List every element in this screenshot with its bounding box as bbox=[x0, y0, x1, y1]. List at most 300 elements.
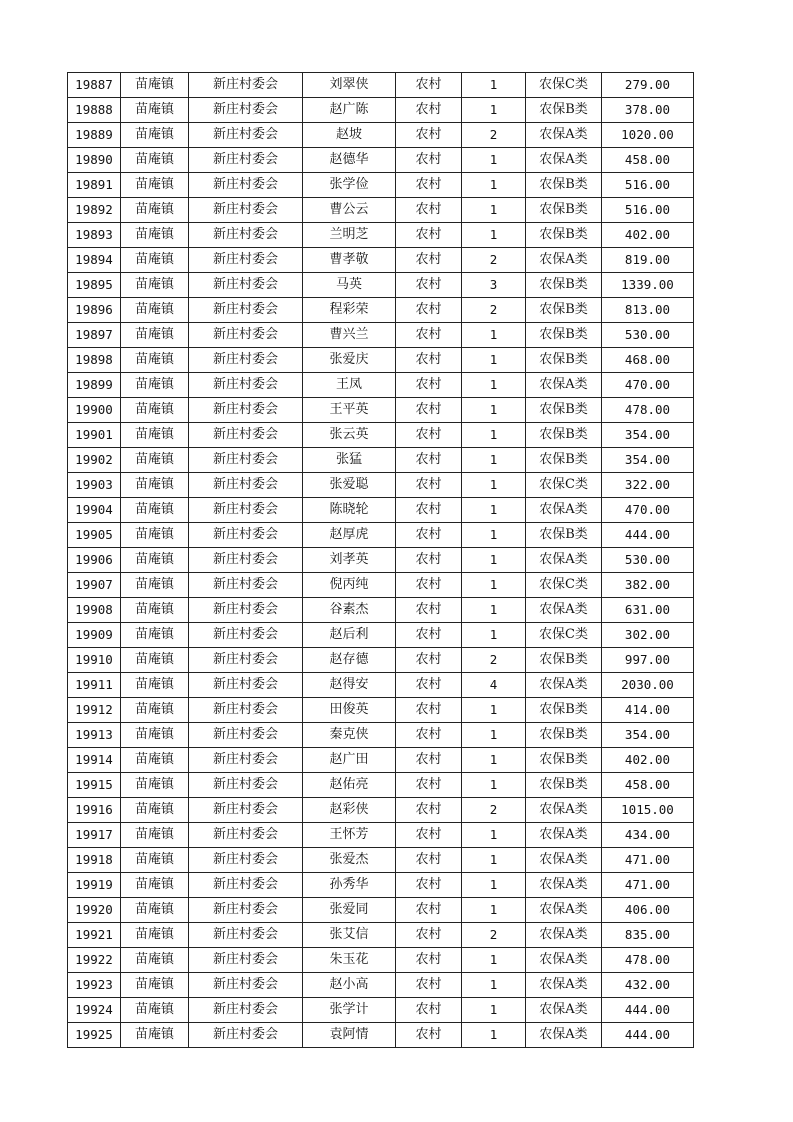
table-body bbox=[68, 73, 694, 1048]
cell-name: 张猛 bbox=[303, 448, 396, 473]
cell-category: 农保A类 bbox=[526, 973, 602, 998]
cell-name: 张爱庆 bbox=[303, 348, 396, 373]
cell-category: 农保A类 bbox=[526, 598, 602, 623]
cell-amount: 444.00 bbox=[602, 998, 694, 1023]
cell-household-count: 1 bbox=[462, 698, 526, 723]
cell-amount: 279.00 bbox=[602, 73, 694, 98]
cell-row-id: 19919 bbox=[68, 873, 121, 898]
cell-town: 苗庵镇 bbox=[121, 723, 189, 748]
table-row bbox=[68, 398, 694, 423]
cell-residence-type: 农村 bbox=[396, 348, 462, 373]
cell-row-id: 19898 bbox=[68, 348, 121, 373]
cell-household-count: 1 bbox=[462, 523, 526, 548]
cell-household-count: 2 bbox=[462, 798, 526, 823]
cell-row-id: 19903 bbox=[68, 473, 121, 498]
cell-name: 张学俭 bbox=[303, 173, 396, 198]
cell-residence-type: 农村 bbox=[396, 198, 462, 223]
cell-town: 苗庵镇 bbox=[121, 698, 189, 723]
cell-category: 农保B类 bbox=[526, 348, 602, 373]
cell-row-id: 19925 bbox=[68, 1023, 121, 1048]
cell-town: 苗庵镇 bbox=[121, 748, 189, 773]
cell-row-id: 19895 bbox=[68, 273, 121, 298]
cell-name: 田俊英 bbox=[303, 698, 396, 723]
cell-name: 刘翠侠 bbox=[303, 73, 396, 98]
cell-name: 马英 bbox=[303, 273, 396, 298]
cell-household-count: 1 bbox=[462, 323, 526, 348]
cell-town: 苗庵镇 bbox=[121, 373, 189, 398]
cell-household-count: 4 bbox=[462, 673, 526, 698]
cell-category: 农保A类 bbox=[526, 548, 602, 573]
cell-category: 农保A类 bbox=[526, 848, 602, 873]
cell-row-id: 19921 bbox=[68, 923, 121, 948]
cell-category: 农保A类 bbox=[526, 148, 602, 173]
cell-village: 新庄村委会 bbox=[189, 73, 303, 98]
cell-residence-type: 农村 bbox=[396, 973, 462, 998]
cell-name: 王平英 bbox=[303, 398, 396, 423]
cell-row-id: 19924 bbox=[68, 998, 121, 1023]
table-row bbox=[68, 623, 694, 648]
cell-amount: 382.00 bbox=[602, 573, 694, 598]
cell-town: 苗庵镇 bbox=[121, 973, 189, 998]
cell-name: 曹兴兰 bbox=[303, 323, 396, 348]
cell-name: 赵小高 bbox=[303, 973, 396, 998]
table-row bbox=[68, 548, 694, 573]
cell-amount: 354.00 bbox=[602, 723, 694, 748]
cell-name: 孙秀华 bbox=[303, 873, 396, 898]
cell-row-id: 19896 bbox=[68, 298, 121, 323]
cell-amount: 1020.00 bbox=[602, 123, 694, 148]
cell-residence-type: 农村 bbox=[396, 548, 462, 573]
cell-amount: 458.00 bbox=[602, 773, 694, 798]
cell-name: 王凤 bbox=[303, 373, 396, 398]
cell-household-count: 1 bbox=[462, 98, 526, 123]
cell-name: 曹孝敬 bbox=[303, 248, 396, 273]
cell-row-id: 19910 bbox=[68, 648, 121, 673]
cell-village: 新庄村委会 bbox=[189, 773, 303, 798]
cell-amount: 406.00 bbox=[602, 898, 694, 923]
cell-town: 苗庵镇 bbox=[121, 523, 189, 548]
cell-town: 苗庵镇 bbox=[121, 848, 189, 873]
cell-village: 新庄村委会 bbox=[189, 973, 303, 998]
cell-residence-type: 农村 bbox=[396, 798, 462, 823]
cell-row-id: 19920 bbox=[68, 898, 121, 923]
cell-household-count: 1 bbox=[462, 148, 526, 173]
cell-household-count: 1 bbox=[462, 973, 526, 998]
cell-household-count: 1 bbox=[462, 948, 526, 973]
table-row bbox=[68, 248, 694, 273]
cell-name: 兰明芝 bbox=[303, 223, 396, 248]
cell-residence-type: 农村 bbox=[396, 248, 462, 273]
cell-category: 农保A类 bbox=[526, 923, 602, 948]
cell-residence-type: 农村 bbox=[396, 473, 462, 498]
cell-household-count: 1 bbox=[462, 573, 526, 598]
cell-residence-type: 农村 bbox=[396, 323, 462, 348]
cell-household-count: 1 bbox=[462, 848, 526, 873]
cell-category: 农保B类 bbox=[526, 173, 602, 198]
cell-town: 苗庵镇 bbox=[121, 998, 189, 1023]
cell-category: 农保B类 bbox=[526, 648, 602, 673]
cell-village: 新庄村委会 bbox=[189, 898, 303, 923]
cell-category: 农保B类 bbox=[526, 323, 602, 348]
table-row bbox=[68, 323, 694, 348]
cell-category: 农保B类 bbox=[526, 298, 602, 323]
benefit-table bbox=[67, 72, 694, 1048]
cell-name: 赵彩侠 bbox=[303, 798, 396, 823]
cell-amount: 354.00 bbox=[602, 423, 694, 448]
cell-village: 新庄村委会 bbox=[189, 198, 303, 223]
cell-category: 农保B类 bbox=[526, 773, 602, 798]
cell-residence-type: 农村 bbox=[396, 723, 462, 748]
cell-name: 赵后利 bbox=[303, 623, 396, 648]
cell-residence-type: 农村 bbox=[396, 698, 462, 723]
cell-name: 张爱同 bbox=[303, 898, 396, 923]
cell-village: 新庄村委会 bbox=[189, 148, 303, 173]
cell-row-id: 19887 bbox=[68, 73, 121, 98]
cell-village: 新庄村委会 bbox=[189, 123, 303, 148]
cell-row-id: 19907 bbox=[68, 573, 121, 598]
cell-village: 新庄村委会 bbox=[189, 573, 303, 598]
cell-category: 农保A类 bbox=[526, 998, 602, 1023]
cell-row-id: 19905 bbox=[68, 523, 121, 548]
cell-amount: 516.00 bbox=[602, 173, 694, 198]
cell-category: 农保A类 bbox=[526, 898, 602, 923]
cell-household-count: 1 bbox=[462, 623, 526, 648]
cell-category: 农保C类 bbox=[526, 623, 602, 648]
cell-category: 农保B类 bbox=[526, 698, 602, 723]
cell-town: 苗庵镇 bbox=[121, 773, 189, 798]
cell-row-id: 19888 bbox=[68, 98, 121, 123]
cell-row-id: 19902 bbox=[68, 448, 121, 473]
cell-residence-type: 农村 bbox=[396, 848, 462, 873]
cell-amount: 516.00 bbox=[602, 198, 694, 223]
cell-village: 新庄村委会 bbox=[189, 623, 303, 648]
cell-name: 程彩荣 bbox=[303, 298, 396, 323]
cell-name: 赵佑亮 bbox=[303, 773, 396, 798]
cell-town: 苗庵镇 bbox=[121, 448, 189, 473]
table-row bbox=[68, 723, 694, 748]
cell-amount: 468.00 bbox=[602, 348, 694, 373]
cell-residence-type: 农村 bbox=[396, 648, 462, 673]
cell-village: 新庄村委会 bbox=[189, 998, 303, 1023]
table-row bbox=[68, 698, 694, 723]
cell-residence-type: 农村 bbox=[396, 448, 462, 473]
cell-category: 农保B类 bbox=[526, 748, 602, 773]
cell-name: 张学计 bbox=[303, 998, 396, 1023]
cell-town: 苗庵镇 bbox=[121, 673, 189, 698]
cell-amount: 813.00 bbox=[602, 298, 694, 323]
cell-amount: 302.00 bbox=[602, 623, 694, 648]
table-row bbox=[68, 448, 694, 473]
cell-name: 张艾信 bbox=[303, 923, 396, 948]
cell-household-count: 1 bbox=[462, 423, 526, 448]
cell-household-count: 2 bbox=[462, 248, 526, 273]
cell-residence-type: 农村 bbox=[396, 1023, 462, 1048]
cell-village: 新庄村委会 bbox=[189, 173, 303, 198]
cell-village: 新庄村委会 bbox=[189, 648, 303, 673]
cell-category: 农保A类 bbox=[526, 1023, 602, 1048]
cell-village: 新庄村委会 bbox=[189, 873, 303, 898]
cell-name: 张爱杰 bbox=[303, 848, 396, 873]
cell-category: 农保A类 bbox=[526, 823, 602, 848]
table-row bbox=[68, 598, 694, 623]
cell-residence-type: 农村 bbox=[396, 923, 462, 948]
cell-residence-type: 农村 bbox=[396, 573, 462, 598]
cell-category: 农保A类 bbox=[526, 498, 602, 523]
cell-residence-type: 农村 bbox=[396, 598, 462, 623]
cell-name: 张爱聪 bbox=[303, 473, 396, 498]
cell-household-count: 1 bbox=[462, 448, 526, 473]
cell-name: 赵坡 bbox=[303, 123, 396, 148]
cell-household-count: 1 bbox=[462, 823, 526, 848]
cell-household-count: 2 bbox=[462, 648, 526, 673]
table-row bbox=[68, 673, 694, 698]
table-row bbox=[68, 273, 694, 298]
cell-row-id: 19909 bbox=[68, 623, 121, 648]
cell-town: 苗庵镇 bbox=[121, 873, 189, 898]
table-row bbox=[68, 798, 694, 823]
cell-household-count: 1 bbox=[462, 873, 526, 898]
cell-name: 谷素杰 bbox=[303, 598, 396, 623]
cell-town: 苗庵镇 bbox=[121, 573, 189, 598]
cell-village: 新庄村委会 bbox=[189, 373, 303, 398]
cell-residence-type: 农村 bbox=[396, 398, 462, 423]
cell-residence-type: 农村 bbox=[396, 873, 462, 898]
cell-residence-type: 农村 bbox=[396, 298, 462, 323]
cell-category: 农保C类 bbox=[526, 473, 602, 498]
table-row bbox=[68, 823, 694, 848]
cell-category: 农保A类 bbox=[526, 948, 602, 973]
table-row bbox=[68, 1023, 694, 1048]
table-row bbox=[68, 98, 694, 123]
cell-town: 苗庵镇 bbox=[121, 73, 189, 98]
table-row bbox=[68, 998, 694, 1023]
cell-amount: 471.00 bbox=[602, 848, 694, 873]
cell-row-id: 19901 bbox=[68, 423, 121, 448]
cell-category: 农保A类 bbox=[526, 373, 602, 398]
cell-village: 新庄村委会 bbox=[189, 548, 303, 573]
cell-household-count: 1 bbox=[462, 348, 526, 373]
cell-household-count: 1 bbox=[462, 598, 526, 623]
cell-row-id: 19923 bbox=[68, 973, 121, 998]
cell-village: 新庄村委会 bbox=[189, 223, 303, 248]
cell-household-count: 1 bbox=[462, 748, 526, 773]
cell-village: 新庄村委会 bbox=[189, 248, 303, 273]
cell-name: 王怀芳 bbox=[303, 823, 396, 848]
cell-town: 苗庵镇 bbox=[121, 898, 189, 923]
cell-amount: 414.00 bbox=[602, 698, 694, 723]
cell-town: 苗庵镇 bbox=[121, 823, 189, 848]
cell-household-count: 1 bbox=[462, 773, 526, 798]
cell-residence-type: 农村 bbox=[396, 373, 462, 398]
cell-town: 苗庵镇 bbox=[121, 123, 189, 148]
cell-amount: 530.00 bbox=[602, 323, 694, 348]
cell-category: 农保B类 bbox=[526, 398, 602, 423]
cell-town: 苗庵镇 bbox=[121, 273, 189, 298]
cell-town: 苗庵镇 bbox=[121, 473, 189, 498]
cell-residence-type: 农村 bbox=[396, 523, 462, 548]
cell-name: 赵广田 bbox=[303, 748, 396, 773]
cell-category: 农保A类 bbox=[526, 873, 602, 898]
cell-residence-type: 农村 bbox=[396, 123, 462, 148]
cell-row-id: 19914 bbox=[68, 748, 121, 773]
cell-village: 新庄村委会 bbox=[189, 498, 303, 523]
table-row bbox=[68, 198, 694, 223]
cell-category: 农保B类 bbox=[526, 423, 602, 448]
cell-residence-type: 农村 bbox=[396, 998, 462, 1023]
cell-household-count: 1 bbox=[462, 498, 526, 523]
cell-residence-type: 农村 bbox=[396, 948, 462, 973]
cell-residence-type: 农村 bbox=[396, 748, 462, 773]
cell-household-count: 1 bbox=[462, 198, 526, 223]
cell-residence-type: 农村 bbox=[396, 623, 462, 648]
cell-amount: 470.00 bbox=[602, 498, 694, 523]
cell-village: 新庄村委会 bbox=[189, 423, 303, 448]
cell-row-id: 19894 bbox=[68, 248, 121, 273]
cell-residence-type: 农村 bbox=[396, 273, 462, 298]
table-row bbox=[68, 148, 694, 173]
cell-residence-type: 农村 bbox=[396, 173, 462, 198]
cell-household-count: 1 bbox=[462, 998, 526, 1023]
cell-row-id: 19891 bbox=[68, 173, 121, 198]
cell-category: 农保B类 bbox=[526, 98, 602, 123]
cell-amount: 478.00 bbox=[602, 398, 694, 423]
cell-household-count: 1 bbox=[462, 223, 526, 248]
cell-village: 新庄村委会 bbox=[189, 298, 303, 323]
cell-category: 农保C类 bbox=[526, 73, 602, 98]
cell-village: 新庄村委会 bbox=[189, 673, 303, 698]
cell-name: 张云英 bbox=[303, 423, 396, 448]
table-row bbox=[68, 648, 694, 673]
cell-category: 农保C类 bbox=[526, 573, 602, 598]
cell-row-id: 19904 bbox=[68, 498, 121, 523]
table-row bbox=[68, 748, 694, 773]
cell-town: 苗庵镇 bbox=[121, 248, 189, 273]
table-row bbox=[68, 223, 694, 248]
cell-row-id: 19900 bbox=[68, 398, 121, 423]
cell-amount: 1339.00 bbox=[602, 273, 694, 298]
cell-household-count: 1 bbox=[462, 723, 526, 748]
table-row bbox=[68, 898, 694, 923]
cell-household-count: 1 bbox=[462, 373, 526, 398]
cell-row-id: 19915 bbox=[68, 773, 121, 798]
cell-name: 赵广陈 bbox=[303, 98, 396, 123]
cell-row-id: 19922 bbox=[68, 948, 121, 973]
cell-residence-type: 农村 bbox=[396, 423, 462, 448]
cell-amount: 470.00 bbox=[602, 373, 694, 398]
cell-amount: 530.00 bbox=[602, 548, 694, 573]
cell-town: 苗庵镇 bbox=[121, 948, 189, 973]
cell-residence-type: 农村 bbox=[396, 148, 462, 173]
cell-residence-type: 农村 bbox=[396, 823, 462, 848]
cell-name: 陈晓轮 bbox=[303, 498, 396, 523]
cell-town: 苗庵镇 bbox=[121, 298, 189, 323]
cell-row-id: 19890 bbox=[68, 148, 121, 173]
cell-category: 农保A类 bbox=[526, 248, 602, 273]
table-row bbox=[68, 373, 694, 398]
table-row bbox=[68, 473, 694, 498]
cell-name: 赵厚虎 bbox=[303, 523, 396, 548]
table-row bbox=[68, 73, 694, 98]
cell-residence-type: 农村 bbox=[396, 773, 462, 798]
cell-village: 新庄村委会 bbox=[189, 948, 303, 973]
cell-town: 苗庵镇 bbox=[121, 323, 189, 348]
table-row bbox=[68, 848, 694, 873]
cell-row-id: 19906 bbox=[68, 548, 121, 573]
cell-amount: 819.00 bbox=[602, 248, 694, 273]
table-row bbox=[68, 423, 694, 448]
cell-town: 苗庵镇 bbox=[121, 348, 189, 373]
table-row bbox=[68, 173, 694, 198]
cell-residence-type: 农村 bbox=[396, 898, 462, 923]
cell-row-id: 19893 bbox=[68, 223, 121, 248]
cell-town: 苗庵镇 bbox=[121, 1023, 189, 1048]
cell-amount: 444.00 bbox=[602, 1023, 694, 1048]
cell-row-id: 19911 bbox=[68, 673, 121, 698]
cell-row-id: 19918 bbox=[68, 848, 121, 873]
cell-row-id: 19913 bbox=[68, 723, 121, 748]
cell-row-id: 19908 bbox=[68, 598, 121, 623]
cell-amount: 322.00 bbox=[602, 473, 694, 498]
cell-category: 农保B类 bbox=[526, 523, 602, 548]
cell-amount: 478.00 bbox=[602, 948, 694, 973]
table-row bbox=[68, 573, 694, 598]
cell-town: 苗庵镇 bbox=[121, 173, 189, 198]
cell-town: 苗庵镇 bbox=[121, 923, 189, 948]
cell-residence-type: 农村 bbox=[396, 98, 462, 123]
cell-amount: 471.00 bbox=[602, 873, 694, 898]
cell-town: 苗庵镇 bbox=[121, 223, 189, 248]
cell-town: 苗庵镇 bbox=[121, 648, 189, 673]
cell-name: 秦克侠 bbox=[303, 723, 396, 748]
cell-town: 苗庵镇 bbox=[121, 423, 189, 448]
cell-residence-type: 农村 bbox=[396, 73, 462, 98]
cell-residence-type: 农村 bbox=[396, 673, 462, 698]
cell-amount: 1015.00 bbox=[602, 798, 694, 823]
cell-name: 刘孝英 bbox=[303, 548, 396, 573]
cell-residence-type: 农村 bbox=[396, 223, 462, 248]
cell-amount: 434.00 bbox=[602, 823, 694, 848]
cell-amount: 458.00 bbox=[602, 148, 694, 173]
cell-town: 苗庵镇 bbox=[121, 598, 189, 623]
cell-village: 新庄村委会 bbox=[189, 823, 303, 848]
cell-household-count: 1 bbox=[462, 898, 526, 923]
cell-name: 赵存德 bbox=[303, 648, 396, 673]
cell-household-count: 1 bbox=[462, 173, 526, 198]
cell-town: 苗庵镇 bbox=[121, 623, 189, 648]
cell-amount: 402.00 bbox=[602, 748, 694, 773]
cell-village: 新庄村委会 bbox=[189, 473, 303, 498]
cell-category: 农保B类 bbox=[526, 723, 602, 748]
cell-household-count: 1 bbox=[462, 73, 526, 98]
cell-household-count: 1 bbox=[462, 473, 526, 498]
cell-name: 倪丙纯 bbox=[303, 573, 396, 598]
cell-village: 新庄村委会 bbox=[189, 598, 303, 623]
cell-village: 新庄村委会 bbox=[189, 923, 303, 948]
table-row bbox=[68, 298, 694, 323]
cell-household-count: 1 bbox=[462, 548, 526, 573]
cell-category: 农保A类 bbox=[526, 123, 602, 148]
cell-amount: 402.00 bbox=[602, 223, 694, 248]
cell-row-id: 19889 bbox=[68, 123, 121, 148]
cell-name: 赵德华 bbox=[303, 148, 396, 173]
cell-village: 新庄村委会 bbox=[189, 273, 303, 298]
cell-town: 苗庵镇 bbox=[121, 548, 189, 573]
cell-village: 新庄村委会 bbox=[189, 748, 303, 773]
cell-amount: 354.00 bbox=[602, 448, 694, 473]
cell-row-id: 19897 bbox=[68, 323, 121, 348]
cell-town: 苗庵镇 bbox=[121, 498, 189, 523]
cell-village: 新庄村委会 bbox=[189, 523, 303, 548]
